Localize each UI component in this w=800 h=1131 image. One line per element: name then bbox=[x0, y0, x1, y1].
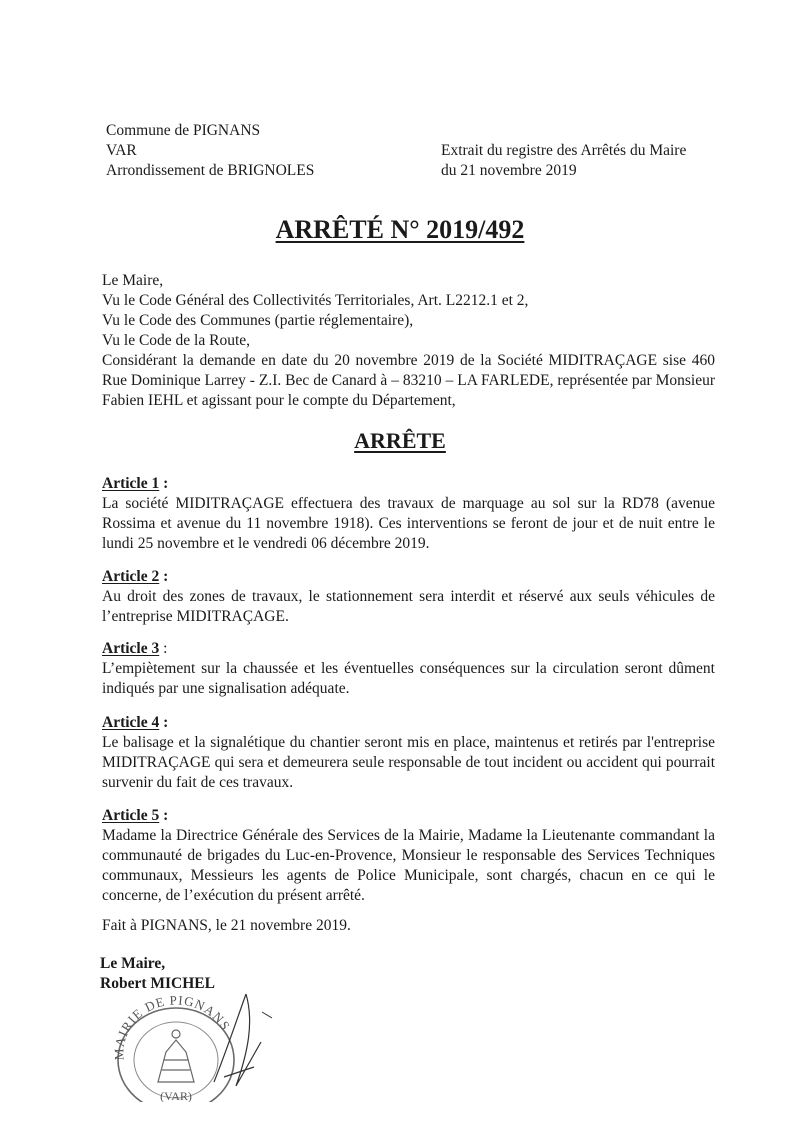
document-title: ARRÊTÉ N° 2019/492 bbox=[275, 215, 525, 244]
arrete-heading: ARRÊTE bbox=[354, 428, 446, 453]
article-heading bbox=[102, 567, 715, 587]
article-heading bbox=[102, 474, 715, 494]
article-text: Le balisage et la signalétique du chantier seront mis en place, maintenus et retirés par l'entreprise MIDITRAÇAGE qui sera et demeurera seule responsable de tout incident ou accident qui pourrait survenir du fait de ces travaux. bbox=[102, 734, 715, 791]
stamp-emblem bbox=[158, 1030, 194, 1082]
place-date-line: Fait à PIGNANS, le 21 novembre 2019. bbox=[102, 917, 351, 934]
register-extract-header bbox=[441, 141, 741, 181]
arrondissement-name: Arrondissement de BRIGNOLES bbox=[106, 162, 315, 179]
article-5 bbox=[102, 806, 715, 906]
article-heading bbox=[102, 639, 715, 659]
article-colon: : bbox=[159, 807, 169, 824]
article-text: L’empiètement sur la chaussée et les éventuelles conséquences sur la circulation seront dûment indiqués par une signalisation adéquate. bbox=[102, 660, 715, 697]
signature-tick-icon bbox=[262, 1012, 272, 1018]
preamble-considerant: Considérant la demande en date du 20 novembre 2019 de la Société MIDITRAÇAGE sise 460 Rue Dominique Larrey - Z.I. Bec de Canard à – 83210 – LA FARLEDE, représentée par Monsieur Fabien IEHL et agissant pour le compte du Département, bbox=[102, 352, 715, 409]
stamp-bottom-text: (VAR) bbox=[160, 1089, 192, 1102]
article-3 bbox=[102, 639, 715, 699]
article-label: Article 5 bbox=[102, 807, 160, 824]
stamp-arc-text: MAIRIE DE PIGNANS bbox=[111, 992, 234, 1061]
signatory-title: Le Maire, bbox=[100, 955, 166, 972]
preamble-vu-cgct: Vu le Code Général des Collectivités Territoriales, Art. L2212.1 et 2, bbox=[102, 292, 529, 309]
preamble-vu-communes: Vu le Code des Communes (partie réglementaire), bbox=[102, 312, 414, 329]
register-extract-line: Extrait du registre des Arrêtés du Maire bbox=[441, 142, 687, 159]
article-text: Au droit des zones de travaux, le stationnement sera interdit et réservé aux seuls véhicules de l’entreprise MIDITRAÇAGE. bbox=[102, 588, 715, 625]
preamble bbox=[102, 271, 715, 411]
article-label: Article 1 bbox=[102, 475, 160, 492]
article-label: Article 4 bbox=[102, 714, 160, 731]
handwritten-signature-icon bbox=[214, 994, 261, 1086]
article-label: Article 2 bbox=[102, 568, 160, 585]
commune-header bbox=[106, 121, 406, 181]
mairie-stamp-and-signature bbox=[96, 982, 306, 1102]
article-colon: : bbox=[159, 568, 169, 585]
article-colon: : bbox=[159, 475, 169, 492]
signatory-name: Robert MICHEL bbox=[100, 975, 215, 992]
preamble-maire: Le Maire, bbox=[102, 272, 164, 289]
commune-name: Commune de PIGNANS bbox=[106, 122, 261, 139]
article-heading bbox=[102, 806, 715, 826]
article-colon: : bbox=[159, 640, 168, 657]
preamble-vu-route: Vu le Code de la Route, bbox=[102, 332, 251, 349]
article-text: La société MIDITRAÇAGE effectuera des travaux de marquage au sol sur la RD78 (avenue Rossima et avenue du 11 novembre 1918). Ces interventions se feront de jour et de nuit entre le lundi 25 novembre et le vendredi 06 décembre 2019. bbox=[102, 495, 715, 552]
article-heading bbox=[102, 713, 715, 733]
article-label: Article 3 bbox=[102, 640, 160, 657]
article-2 bbox=[102, 567, 715, 627]
department-name: VAR bbox=[106, 142, 137, 159]
article-4 bbox=[102, 713, 715, 793]
article-text: Madame la Directrice Générale des Services de la Mairie, Madame la Lieutenante commandant la communauté de brigades du Luc-en-Provence, Monsieur le responsable des Services Techniques communaux, Messieurs les agents de Police Municipale, sont chargés, chacun en ce qui le concerne, de l’exécution du présent arrêté. bbox=[102, 827, 715, 904]
article-1 bbox=[102, 474, 715, 554]
article-colon: : bbox=[159, 714, 169, 731]
register-date-line: du 21 novembre 2019 bbox=[441, 162, 577, 179]
